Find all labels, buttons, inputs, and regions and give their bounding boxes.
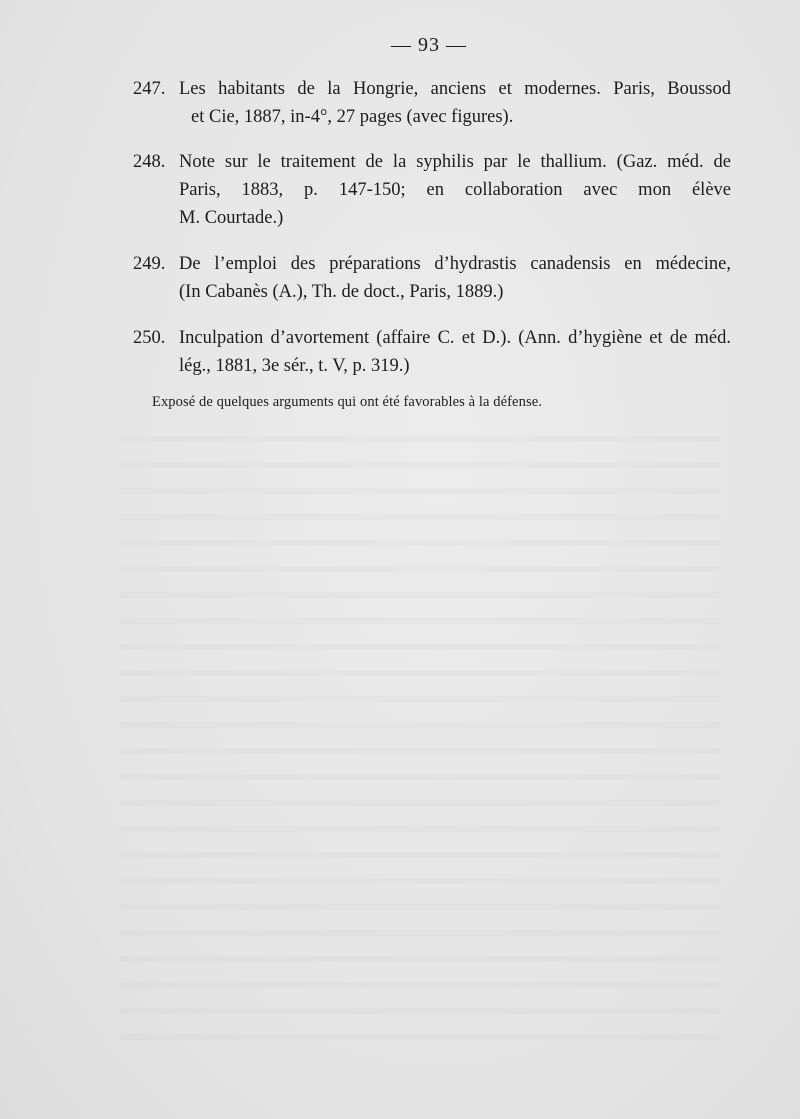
entry-number: 247. — [133, 79, 166, 99]
entry-number: 250. — [133, 328, 166, 348]
bibliography-entry-247 — [133, 75, 731, 131]
page-number: — 93 — — [391, 34, 467, 56]
entry-text: et Cie, 1887, in-4°, 27 pages (avec figures). — [191, 107, 514, 127]
entry-line — [133, 250, 731, 278]
entry-text: Les habitants de la Hongrie, anciens et modernes. Paris, Boussod — [179, 79, 731, 99]
bibliography-entry-249 — [133, 250, 731, 306]
entry-text: Note sur le traitement de la syphilis par le thallium. (Gaz. méd. de — [179, 152, 731, 172]
bibliography-entry-248 — [133, 148, 731, 232]
entry-text: De l’emploi des préparations d’hydrastis canadensis en médecine, — [179, 254, 731, 274]
show-through-texture — [120, 420, 720, 1040]
entry-line — [133, 75, 731, 103]
entry-number: 248. — [133, 152, 166, 172]
entry-text: Inculpation d’avortement (affaire C. et D.). (Ann. d’hygiène et de méd. — [179, 328, 731, 348]
entry-text: M. Courtade.) — [179, 208, 284, 228]
entry-note: Exposé de quelques arguments qui ont été favorables à la défense. — [152, 394, 542, 410]
entry-text: Paris, 1883, p. 147-150; en collaboration avec mon élève — [179, 180, 731, 200]
bibliography-entry-250 — [133, 324, 731, 380]
entry-number: 249. — [133, 254, 166, 274]
entry-text: lég., 1881, 3e sér., t. V, p. 319.) — [179, 356, 410, 376]
entry-line — [133, 324, 731, 352]
entry-text: (In Cabanès (A.), Th. de doct., Paris, 1889.) — [179, 282, 504, 302]
entry-line — [133, 148, 731, 176]
